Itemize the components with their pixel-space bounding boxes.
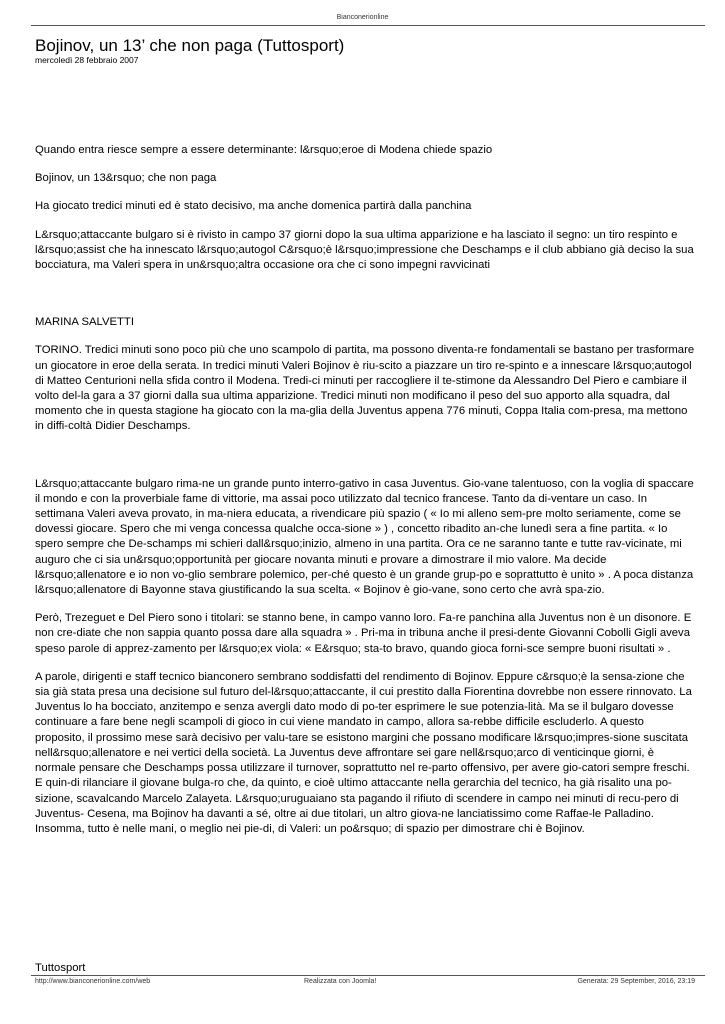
article-paragraph: A parole, dirigenti e staff tecnico bianconero sembrano soddisfatti del rendimento di Bojinov. Eppure c&rsquo;è la sensa-zione che sia già stata presa una decisione sul futuro del-l&rsquo;attaccante, il cui prestito dalla Fiorentina dovrebbe non essere rinnovato. La Juventus lo ha bocciato, anzitempo e senza avergli dato modo di po-ter esprimere le sue potenzia-lità. Ma se il bulgaro dovesse continuare a fare bene negli scampoli di gioco in cui viene mandato in campo, allora sa-rebbe difficile escluderlo. A questo proposito, il prossimo mese sarà decisivo per valu-tare se esistono margini che possano modificare l&rsquo;impres-sione suscitata nell&rsquo;allenatore e nei vertici della società. La Juventus deve affrontare sei gare nell&rsquo;arco di venticinque giorni, è normale pensare che Deschamps possa utilizzare il turnover, soprattutto nel re-parto offensivo, per avere gio-catori sempre freschi. E quin-di rilanciare il giovane bulga-ro che, da quinto, e cioè ultimo attaccante nella gerarchia del tecnico, ha già risalito una po-sizione, scavalcando Marcelo Zalayeta. L&rsquo;uruguaiano sta pagando il rifiuto di scendere in campo nei minuti di recu-pero di Juventus- Cesena, ma Bojinov ha davanti a sé, oltre ai due titolari, un altro giova-ne lanciatissimo come Raffae-le Palladino. Insomma, tutto è nelle mani, o meglio nei pie-di, di Valeri: un po&rsquo; di spazio per dimostrare chi è Bojinov. bbox=[35, 670, 692, 835]
footer-divider bbox=[31, 975, 705, 976]
article-paragraph: TORINO. Tredici minuti sono poco più che uno scampolo di partita, ma possono diventa-re fondamentali se bastano per trasformare un giocatore in eroe della serata. In tredici minuti Valeri Bojinov è riu-scito a piazzare un tiro re-spinto e a innescare l&rsquo;autogol di Matteo Centurioni nella sfida contro il Modena. Tredi-ci minuti per raccogliere il te-stimone da Alessandro Del Piero e cambiare il volto del-la gara a 37 giorni dalla sua ultima apparizione. Tredici minuti non modificano il peso del suo apporto alla squadra, dal momento che in questa stagione ha giocato con la ma-glia della Juventus appena 776 minuti, Coppa Italia com-presa, ma mettono in diffi-coltà Didier Deschamps. bbox=[35, 344, 695, 433]
footer-generated-date: Generata: 29 September, 2016, 23:19 bbox=[577, 978, 695, 985]
site-name: Bianconerionline bbox=[336, 14, 389, 21]
footer-url-link[interactable]: http://www.bianconerionline.com/web bbox=[35, 978, 151, 985]
article-paragraph-lead: Quando entra riesce sempre a essere determinante: l&rsquo;eroe di Modena chiede spazio bbox=[35, 144, 493, 156]
footer-powered-by: Realizzata con Joomla! bbox=[304, 978, 377, 985]
article-paragraph-subhead: Ha giocato tredici minuti ed è stato decisivo, ma anche domenica partirà dalla panchina bbox=[35, 200, 472, 213]
article-paragraph-headline: Bojinov, un 13&rsquo; che non paga bbox=[35, 172, 217, 185]
article-paragraph: L&rsquo;attaccante bulgaro rima-ne un grande punto interro-gativo in casa Juventus. Gio-vane talentuoso, con la voglia di spaccare il mondo e con la proverbiale fame di vittorie, ma assai poco utilizzato dal tecnico francese. Tanto da di-ventare un caso. In settimana Valeri aveva provato, in ma-niera educata, a rivendicare più spazio ( « Io mi alleno sem-pre molto seriamente, come se dovessi giocare. Spero che mi venga concessa qualche occa-sione » ) , concetto ribadito an-che lunedì sera a fine partita. « Io spero sempre che De-schamps mi schieri dall&rsquo;inizio, almeno in una partita. Ora ce ne saranno tante e tutte rav-vicinate, mi auguro che ci sia un&rsquo;opportunità per giocare novanta minuti e provare a dimostrare il mio valore. Ma decide l&rsquo;allenatore e io non vo-glio sembrare polemico, per-ché questo è un grande grup-po e soprattutto è unito » . A poca distanza l&rsquo;allenatore di Bayonne stava giustificando la sua scelta. « Bojinov è gio-vane, sono certo che avrà spa-zio. bbox=[35, 477, 694, 597]
article-paragraph: Però, Trezeguet e Del Piero sono i titolari: se stanno bene, in campo vanno loro. Fa-re panchina alla Juventus non è un disonore. E non cre-diate che non sappia quanto possa dare alla squadra » . Pri-ma in tribuna anche il presi-dente Giovanni Cobolli Gigli aveva speso parole di apprez-zamento per l&rsquo;ex viola: « E&rsquo; sta-to bravo, quando gioca forni-sce sempre buoni risultati » . bbox=[35, 612, 692, 655]
article-source: Tuttosport bbox=[35, 962, 86, 974]
article-title: Bojinov, un 13’ che non paga (Tuttosport) bbox=[35, 36, 345, 55]
article-author: MARINA SALVETTI bbox=[35, 316, 134, 329]
header-divider bbox=[31, 25, 705, 26]
article-body bbox=[35, 143, 695, 837]
article-date: mercoledì 28 febbraio 2007 bbox=[35, 55, 139, 65]
article-paragraph-summary: L&rsquo;attaccante bulgaro si è rivisto in campo 37 giorni dopo la sua ultima apparizione e ha lasciato il segno: un tiro respinto e l&rsquo;assist che ha innescato l&rsquo;autogol C&rsquo;è l&rsquo;impressione che Deschamps e il club abbiano già deciso la sua bocciatura, ma Valeri spera in un&rsquo;altra occasione ora che ci sono impegni ravvicinati bbox=[35, 228, 694, 272]
